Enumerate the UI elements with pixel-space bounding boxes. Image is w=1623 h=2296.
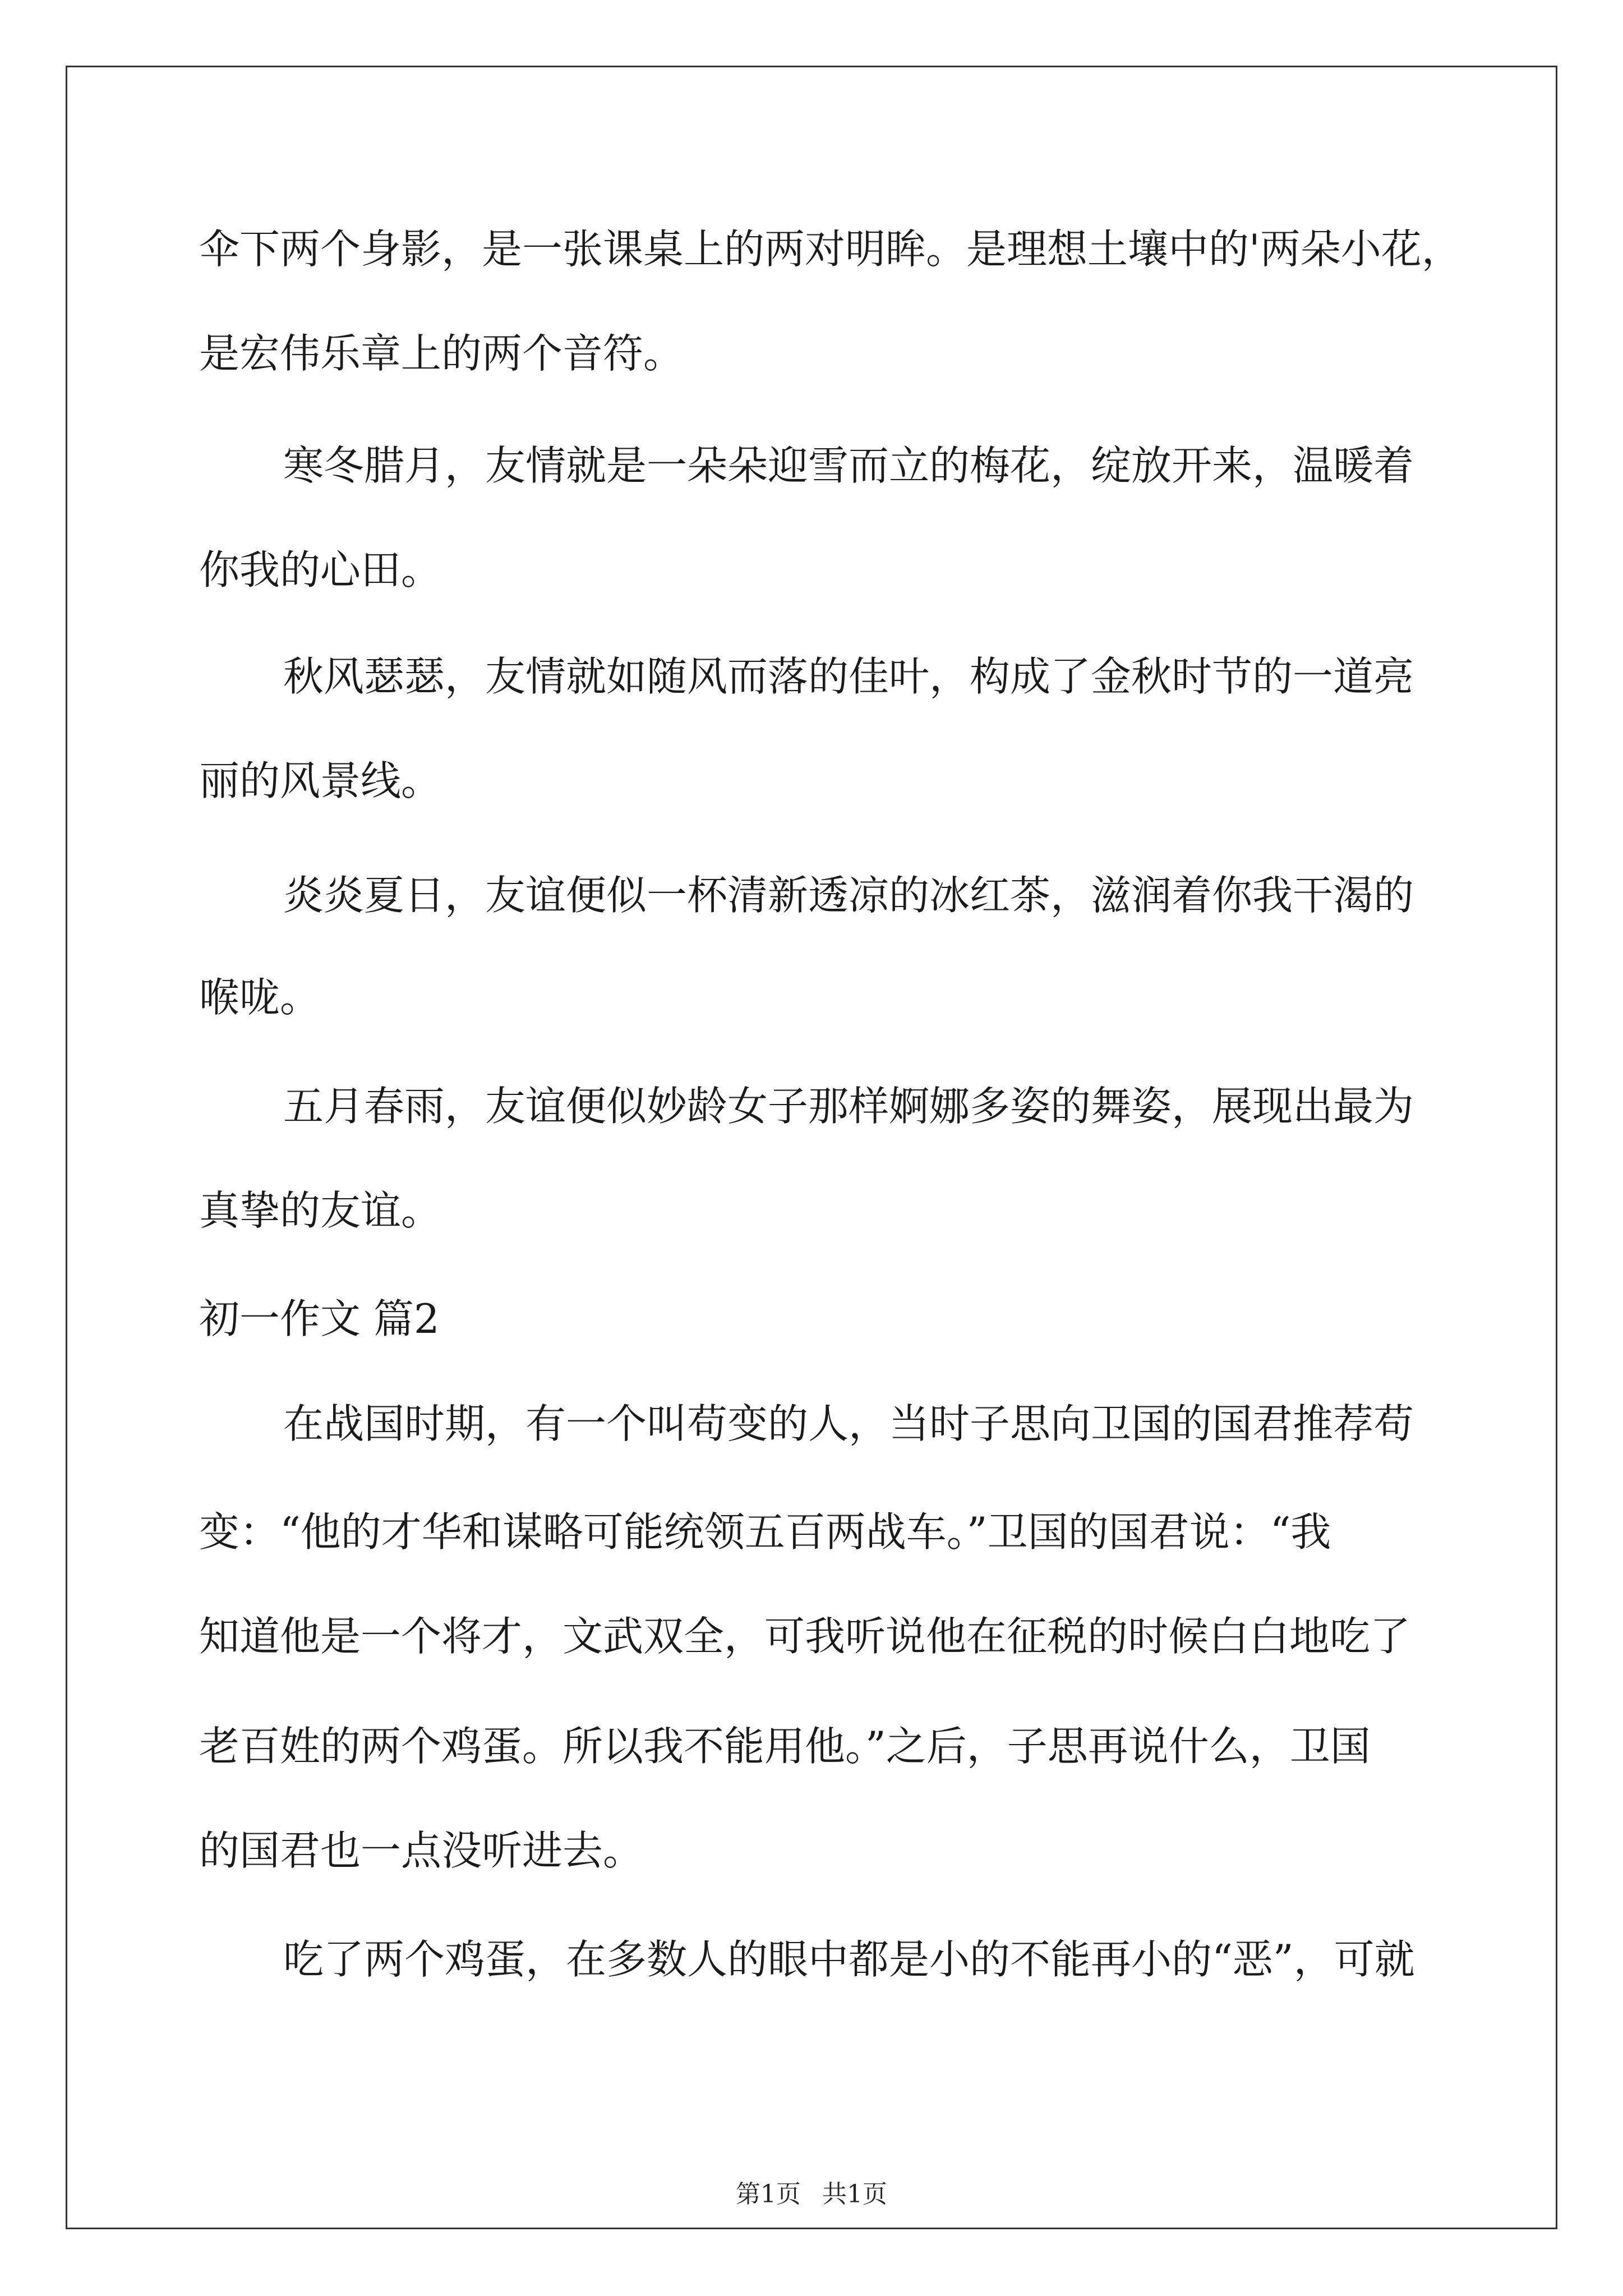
text-line: 的国君也一点没听进去。	[199, 1827, 644, 1874]
page-border	[66, 66, 1557, 2229]
text-line: 伞下两个身影，是一张课桌上的两对明眸。是理想土壤中的'两朵小花，	[199, 226, 1462, 273]
text-line: 变：“他的才华和谋略可能统领五百两战车。”卫国的国君说：“我	[199, 1508, 1331, 1556]
text-line: 喉咙。	[199, 974, 321, 1021]
page-footer	[0, 2174, 1623, 2210]
text-line: 吃了两个鸡蛋，在多数人的眼中都是小的不能再小的“恶”，可就	[283, 1936, 1415, 1983]
text-line: 炎炎夏日，友谊便似一杯清新透凉的冰红茶，滋润着你我干渴的	[283, 872, 1414, 919]
text-line: 秋风瑟瑟，友情就如随风而落的佳叶，构成了金秋时节的一道亮	[283, 653, 1414, 700]
text-line: 老百姓的两个鸡蛋。所以我不能用他。”之后，子思再说什么，卫国	[199, 1723, 1371, 1770]
text-line: 在战国时期，有一个叫苟变的人，当时子思向卫国的国君推荐苟	[283, 1400, 1414, 1447]
section-heading: 初一作文 篇2	[199, 1295, 440, 1342]
text-line: 丽的风景线。	[199, 757, 442, 804]
text-line: 寒冬腊月，友情就是一朵朵迎雪而立的梅花，绽放开来，温暖着	[283, 442, 1414, 489]
page-total: 共1页	[822, 2180, 887, 2208]
text-line: 五月春雨，友谊便似妙龄女子那样婀娜多姿的舞姿，展现出最为	[283, 1083, 1414, 1130]
text-line: 你我的心田。	[199, 546, 442, 593]
text-line: 真挚的友谊。	[199, 1187, 442, 1234]
text-line: 是宏伟乐章上的两个音符。	[199, 330, 684, 377]
page-number: 第1页	[736, 2180, 801, 2208]
text-line: 知道他是一个将才，文武双全，可我听说他在征税的时候白白地吃了	[199, 1613, 1411, 1660]
